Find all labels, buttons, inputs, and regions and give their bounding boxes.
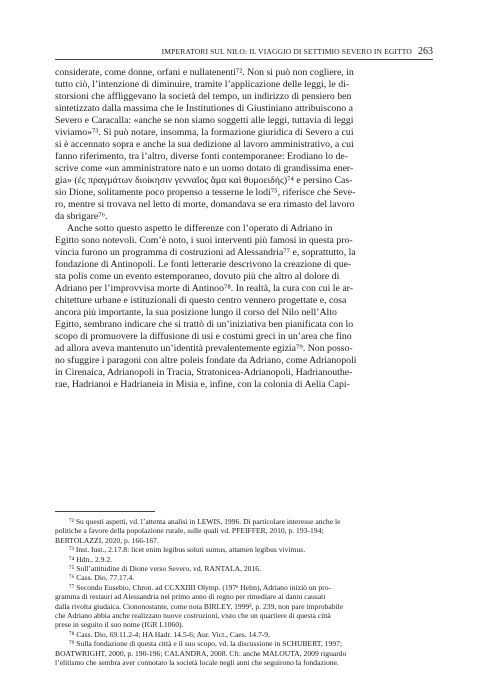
body-line: Egitto sono notevoli. Com’è noto, i suoi interventi più famosi in questa pro- [55, 235, 353, 246]
body-line: chitetture urbane e istituzionali di questo centro vennero progettate e, cosa [55, 295, 347, 306]
page-number: 263 [418, 46, 433, 57]
footnote-line: ⁷³ Inst. Iust., 2.17.8: licet enim legibus soluti sumus, attamen legibus vivimus. [69, 545, 306, 555]
body-line: Egitto, sembrano indicare che si trattò di un’iniziativa ben pianificata con lo [55, 319, 354, 330]
footnote-line: ⁷² Su questi aspetti, vd. l’attenta analisi in LEWIS, 1996. Di particolare interesse anche le [69, 517, 341, 526]
body-line: sintetizzato dalla massima che le Institutiones di Giustiniano attribuiscono a [55, 103, 353, 114]
body-line: sio Dione, solitamente poco propenso a tesserne le lodi⁷⁵, riferisce che Seve- [55, 187, 356, 198]
body-line: sta polis come un evento estemporaneo, dovuto più che altro al dolore di [55, 271, 340, 282]
footnote-line: politiche a favore della popolazione rurale, sulle quali vd. PFEIFFER, 2010, p. 193-194; [55, 526, 324, 536]
body-line: rae, Hadrianoi e Hadrianeia in Misia e, infine, con la colonia di Aelia Capi- [55, 379, 350, 390]
footnote-line: l’elitismo che sembra aver connotato la società locale negli anni che seguirono la fondazione. [55, 658, 339, 668]
body-line: Severo e Caracalla: «anche se non siamo soggetti alle leggi, tuttavia di leggi [55, 115, 354, 126]
footnote-line: BERTOLAZZI, 2020, p. 166-167. [55, 535, 159, 545]
body-line: si è accennato sopra e anche la sua dedizione al lavoro amministrativo, a cui [55, 139, 354, 150]
body-line: gia» (ἐς πραγμάτων διοίκησιν γενναῖος ἅμα καὶ θυμοειδής)⁷⁴ e persino Cas- [55, 175, 353, 186]
body-line: Adriano per l’improvvisa morte di Antinoo⁷⁸. In realtà, la cura con cui le ar- [55, 283, 353, 294]
footnote-line: ⁷⁷ Secondo Eusebio, Chron. ad CCXXIIII Olymp. (197ᵉ Helm), Adriano iniziò un pro- [69, 582, 332, 592]
running-header [55, 46, 433, 57]
footnote-line: ⁷⁶ Cass. Dio, 77.17.4. [69, 573, 135, 583]
body-line: fanno riferimento, tra l’altro, diverse fonti contemporanee: Erodiano lo de- [55, 151, 348, 162]
body-line: ancora più importante, la sua posizione lungo il corso del Nilo nell’Alto [55, 307, 337, 318]
body-line: viviamo»⁷³. Si può notare, insomma, la formazione giuridica di Severo a cui [55, 127, 354, 138]
footnote-line: ⁷⁸ Cass. Dio, 69.11.2-4; HA Hadr. 14.5-6; Aur. Vict., Caes. 14.7-9. [69, 629, 270, 639]
body-line: tutto ciò, l’intenzione di diminuire, tramite l’applicazione delle leggi, le di- [55, 79, 350, 90]
footnotes [55, 517, 433, 668]
footnote-line: ⁷⁴ Hdn., 2.9.2. [69, 554, 113, 564]
body-line: fondazione di Antinopoli. Le fonti letterarie descrivono la creazione di que- [55, 259, 352, 270]
body-line: ro, mentre si trovava nel letto di morte, domandava se era rimasto del lavoro [55, 199, 355, 210]
body-line: Anche sotto questo aspetto le differenze con l’operato di Adriano in [67, 223, 333, 234]
body-line: vincia furono un programma di costruzioni ad Alessandria⁷⁷ e, soprattutto, la [55, 247, 356, 258]
body-text [55, 67, 433, 391]
footnote-line: BOATWRIGHT, 2000, p. 190-196; CALANDRA, 2008. Cfr. anche MALOUTA, 2009 riguardo [55, 648, 347, 658]
running-title: IMPERATORI SUL NILO: IL VIAGGIO DI SETTIMIO SEVERO IN EGITTO [161, 47, 412, 56]
footnote-line: gramma di restauri ad Alessandria nel primo anno di regno per rimediare ai danni causati [55, 592, 326, 602]
body-line: da sbrigare⁷⁶. [55, 211, 108, 222]
body-line: in Cirenaica, Adrianopoli in Tracia, Stratonicea-Adrianopoli, Hadrianouthe- [55, 367, 353, 378]
footnote-line: dalla rivolta giudaica. Ciononostante, come nota BIRLEY, 1999², p. 239, non pare improbabile [55, 601, 344, 611]
body-line: storsioni che affliggevano la società del tempo, un indirizzo di pensiero ben [55, 91, 352, 102]
body-line: no sfuggire i paragoni con altre poleis fondate da Adriano, come Adrianopoli [55, 355, 357, 366]
body-line: scopo di promuovere la diffusione di usi e costumi greci in un’area che fino [55, 331, 352, 342]
footnote-line: ⁷⁹ Sulla fondazione di questa città e il suo scopo, vd. la discussione in SCHUBERT, 1997; [69, 639, 342, 649]
body-line: considerate, come donne, orfani e nullatenenti⁷². Non si può non cogliere, in [55, 67, 354, 78]
footnote-line: che Adriano abbia anche realizzato nuove costruzioni, visto che un quartiere di questa città [55, 611, 331, 621]
footnote-rule [55, 511, 155, 512]
body-line: scrive come «un amministratore nato e un uomo dotato di grandissima ener- [55, 163, 354, 174]
header-rule [55, 59, 433, 60]
body-line: ad allora aveva mantenuto un’identità prevalentemente egizia⁷⁹. Non posso- [55, 343, 353, 354]
footnote-line: ⁷⁵ Sull’attitudine di Dione verso Severo, vd. RANTALA, 2016. [69, 564, 261, 574]
footnote-line: prese in seguito il suo nome (IGR I.1060). [55, 620, 184, 630]
